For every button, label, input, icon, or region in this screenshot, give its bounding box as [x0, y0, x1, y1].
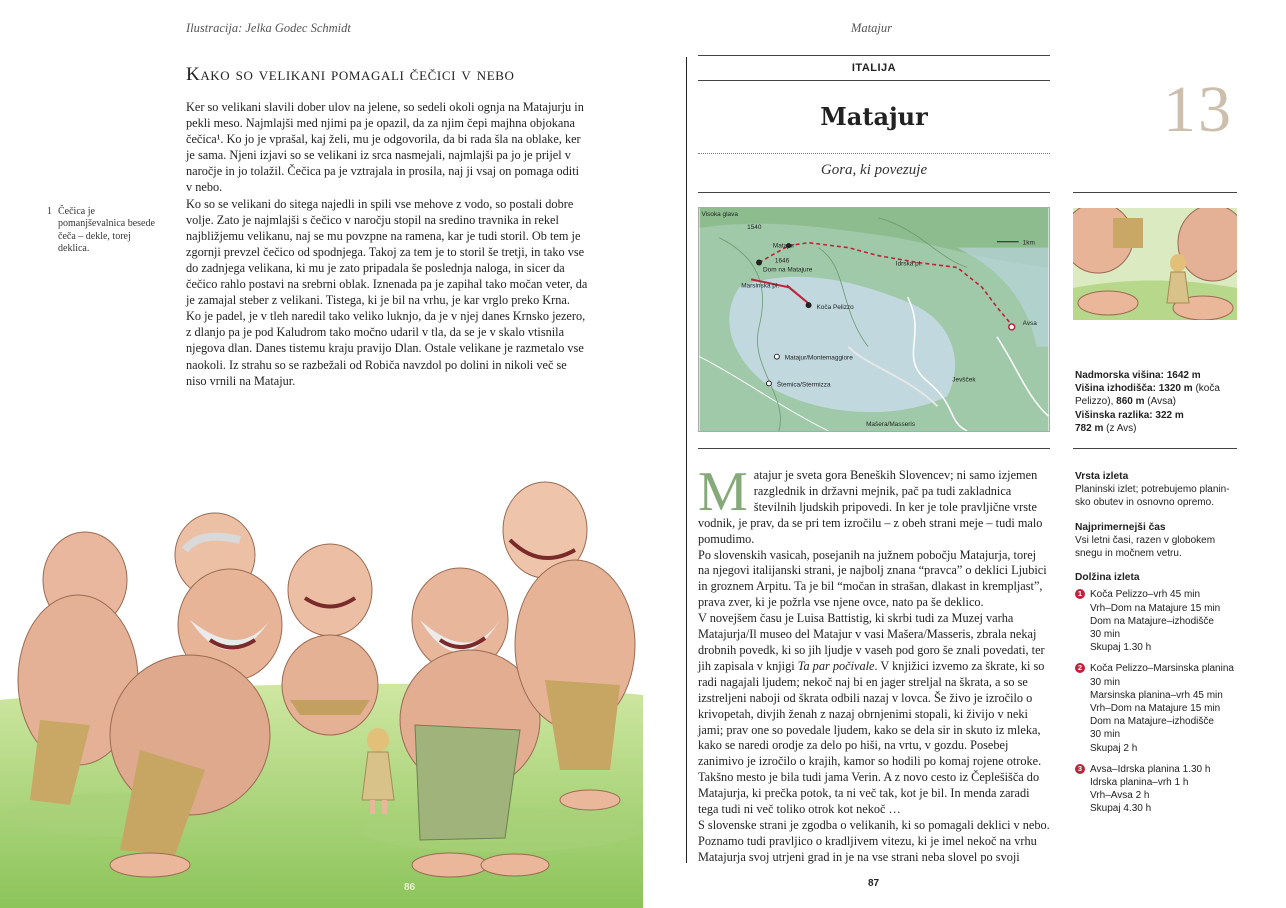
info-start: Višina izhodišča: 1320 m — [1075, 383, 1193, 395]
right-page — [643, 0, 1286, 908]
rule — [698, 55, 1050, 56]
giants-thumbnail — [1073, 208, 1237, 320]
route-segment-2 — [1075, 662, 1235, 754]
map-label: Avsa — [1022, 319, 1037, 327]
info-type-heading: Vrsta izleta — [1075, 471, 1129, 482]
route-line: 30 min — [1090, 729, 1121, 741]
route-line: Avsa–Idrska planina 1.30 h — [1090, 763, 1211, 775]
route-line: Skupaj 1.30 h — [1090, 642, 1152, 654]
map-label: Štemica/Stermizza — [776, 381, 831, 389]
main-paragraph — [698, 461, 1050, 548]
map-label: Dom na Matajure — [762, 266, 813, 274]
route-line: Marsinska planina–vrh 45 min — [1090, 689, 1223, 701]
dotted-rule — [698, 153, 1050, 154]
rule — [698, 80, 1050, 81]
footnote-number: 1 — [47, 206, 52, 217]
route-line: Koča Pelizzo–vrh 45 min — [1090, 589, 1201, 601]
main-paragraph — [698, 611, 1050, 818]
route-number-badge: 3 — [1075, 764, 1085, 774]
map-label: Visoka glava — [701, 210, 738, 218]
story-paragraph: Ker so velikani slavili dober ulov na jelene, so sedeli okoli ognja na Matajurju in pekli meso. Najmlajši med njimi pa je opazil, da za njim čepi majhna objokana čečica¹. Ko jo je vprašal, kaj želi, mu je odgovorila, da bi rada šla na oblake, ker je sama. Njeni izjavi so se velikani iz srca nasmejali, najmlajši pa jo je prijel v naročje in jo tolažil. Čečica pa je vztrajala in prosila, naj ji vsaj on pomaga oditi v nebo. — [186, 100, 584, 195]
map-label: 1540 — [747, 223, 762, 231]
running-head-illustrator: Ilustracija: Jelka Godec Schmidt — [186, 21, 351, 35]
route-line: Idrska planina–vrh 1 h — [1090, 777, 1189, 789]
chapter-number: 13 — [1163, 73, 1233, 146]
route-line: Skupaj 2 h — [1090, 742, 1138, 754]
footnote-text: Čečica je pomanjševalnica besede čeča – dekle, torej deklica. — [58, 206, 155, 254]
footnote — [47, 206, 155, 255]
map-label: Marsinska pl. — [741, 282, 780, 290]
column-divider — [686, 57, 687, 863]
main-paragraph-text: V novejšem času je Luisa Battistig, ki skrbi tudi za Muzej varha Matajurja/Il museo del Matajur v vasi Mašera/Masseris, zbrala nekaj drobnih povedk, ki so jih ljudje v vaseh pod goro še znali povedati, ter jih zapisala v knjigi — [698, 611, 1045, 673]
info-time-heading: Najprimernejši čas — [1075, 521, 1166, 533]
route-line: Vrh–Dom na Matajure 15 min — [1090, 602, 1221, 614]
country-label: ITALIJA — [851, 62, 897, 74]
rule — [698, 192, 1050, 193]
route-line: Koča Pelizzo–Marsinska planina — [1090, 663, 1234, 675]
rule — [1073, 448, 1237, 449]
route-map — [698, 207, 1050, 432]
route-line: Skupaj 4.30 h — [1090, 803, 1152, 815]
route-line: Vrh–Dom na Matajure 15 min — [1090, 703, 1221, 715]
main-paragraph-text: . V knjižici izvemo za škrate, ki so radi nagajali ljudem; nekoč naj bi en jager streljal na škrata, a so se izstreljeni naboji od škrata odbili nazaj v lovca. Še živo je izročilo o krivopetah, divjih ženah z nazaj obrnjenimi stopali, ki živijo v neki jami; prav one so povedale ljudem, kako se dela sir in skuto iz mleka, kako se naredi orodje za delo po hiši, na vrtu, v gozdu. Posebej zanimivo je izročilo o krajih, kamor so hodili po komaj rojene otroke. Takšno mesto je bila tudi jama Verin. A z novo cesto iz Čeplešišča do Matajurja, ki prečka potok, ta ni več tak, kot je bil. In menda zaradi tega tudi ni več toliko otrok kot nekoč … — [698, 658, 1045, 817]
route-segment-1 — [1075, 588, 1235, 654]
rule — [1073, 192, 1237, 193]
info-diff-alt: 782 m — [1075, 422, 1104, 434]
map-label: Matajur — [772, 242, 795, 250]
info-start-alt: 860 m — [1116, 396, 1145, 408]
story-body — [186, 99, 588, 389]
map-label: Idrska pl. — [895, 260, 922, 268]
map-label: Matajur/Montemaggiore — [784, 354, 853, 362]
route-line: Vrh–Avsa 2 h — [1090, 790, 1150, 802]
rule — [698, 448, 1050, 449]
story-paragraph: Ko so se velikani do sitega najedli in spili vse mehove z vodo, so postali dobre volje. Zato je najmlajši s čečico v naročju stopil na sredino travnika in rekel najbližjemu velikanu, naj se mu povzpne na ramena, kar je tudi storil. Ob tem je zgornji prevzel čečico od spodnjega. Takoj za tem je to storil še tretji, in tako vse do zadnjega velikana, ki mu je zato pripadala še poslednja naloga, in sicer da čečico rahlo postavi na srebrni oblak. Iznenada pa je zapihal tako močan veter, da je zamajal steber z velikani. Tistega, ki je bil na vrhu, je kar vrglo preko Krna. Ko je padel, je v tleh naredil tako veliko luknjo, da je v njej danes Krnsko jezero, z dlanjo pa je pod Kaludrom tako močno udaril v tla, da se je v skalo vtisnila njegova dlan. Danes tistemu kraju pravijo Dlan. Ostale velikane je razmetalo vse naokoli. Iz strahu so se razbežali od Robiča navzdol po dolini in nikoli več se niso vrnili na Matajur. — [186, 196, 588, 388]
route-number-badge: 2 — [1075, 663, 1085, 673]
map-label: Koča Pelizzo — [816, 304, 854, 312]
info-difference: Višinska razlika: 322 m — [1075, 409, 1184, 421]
book-title: Ta par počivale — [797, 658, 875, 673]
map-label: Jevšček — [952, 376, 976, 384]
peak-title: Matajur — [820, 102, 928, 131]
running-head-title: Matajur — [851, 21, 892, 35]
info-note: (z Avs) — [1106, 422, 1137, 434]
page-number-left: 86 — [404, 882, 416, 893]
route-line: 30 min — [1090, 676, 1121, 688]
route-line: Dom na Matajure–izhodišče — [1090, 615, 1214, 627]
main-paragraph: Po slovenskih vasicah, posejanih na južnem pobočju Matajurja, torej na njegovi italijanski strani, je najbolj znana “pravca” o deklici Ljubici in groznem Arpitu. Ta je bil “močan in strašan, dlakast in krempljast”, prava zver, ki je požrla vse njene ovce, nato pa še deklico. — [698, 547, 1047, 610]
map-label: 1646 — [774, 257, 790, 265]
page-number-right: 87 — [868, 878, 880, 889]
map-label: Mašera/Masseris — [866, 421, 916, 429]
info-note: (Avsa) — [1147, 396, 1176, 408]
route-number-badge: 1 — [1075, 589, 1085, 599]
info-time-text: Vsi letni časi, razen v globokem snegu in močnem vetru. — [1075, 534, 1216, 560]
route-line: Dom na Matajure–izhodišče — [1090, 716, 1214, 728]
map-scale: 1km — [1022, 239, 1035, 247]
main-paragraph: S slovenske strani je zgodba o velikanih, ki so pomagali deklici v nebo. Poznamo tudi pravljico o kradljivem vitezu, ki je imel nekoč na vrhu Matajurja svoj utrjeni grad in je na vse strani neba slovel po svoji — [698, 817, 1050, 864]
drop-cap: M — [698, 461, 748, 523]
info-type-text: Planinski izlet; potrebujemo planinsko obutev in osnovno opremo. — [1075, 484, 1230, 509]
route-segment-3 — [1075, 763, 1235, 816]
main-text — [698, 461, 1050, 866]
route-line: 30 min — [1090, 629, 1121, 641]
main-paragraph-text: atajur je sveta gora Beneških Slovencev; ni samo izjemen razglednik in državni mejnik, pač pa tudi zakladnica številnih ljudskih pripovedi. In ker je tole pravljične vrste vodnik, je prav, da se pri tem izročilu – z obeh strani meje – tudi malo pomudimo. — [698, 468, 1043, 546]
info-note: (koča Pelizzo), — [1075, 383, 1220, 408]
info-altitude: Nadmorska višina: 1642 m — [1075, 370, 1201, 381]
info-details — [1075, 470, 1235, 816]
story-title: Kako so velikani pomagali čečici v nebo — [186, 64, 515, 85]
info-length-heading: Dolžina izleta — [1075, 572, 1140, 584]
info-altitudes — [1075, 369, 1235, 435]
peak-subtitle: Gora, ki povezuje — [820, 162, 928, 178]
giants-illustration — [0, 470, 643, 908]
